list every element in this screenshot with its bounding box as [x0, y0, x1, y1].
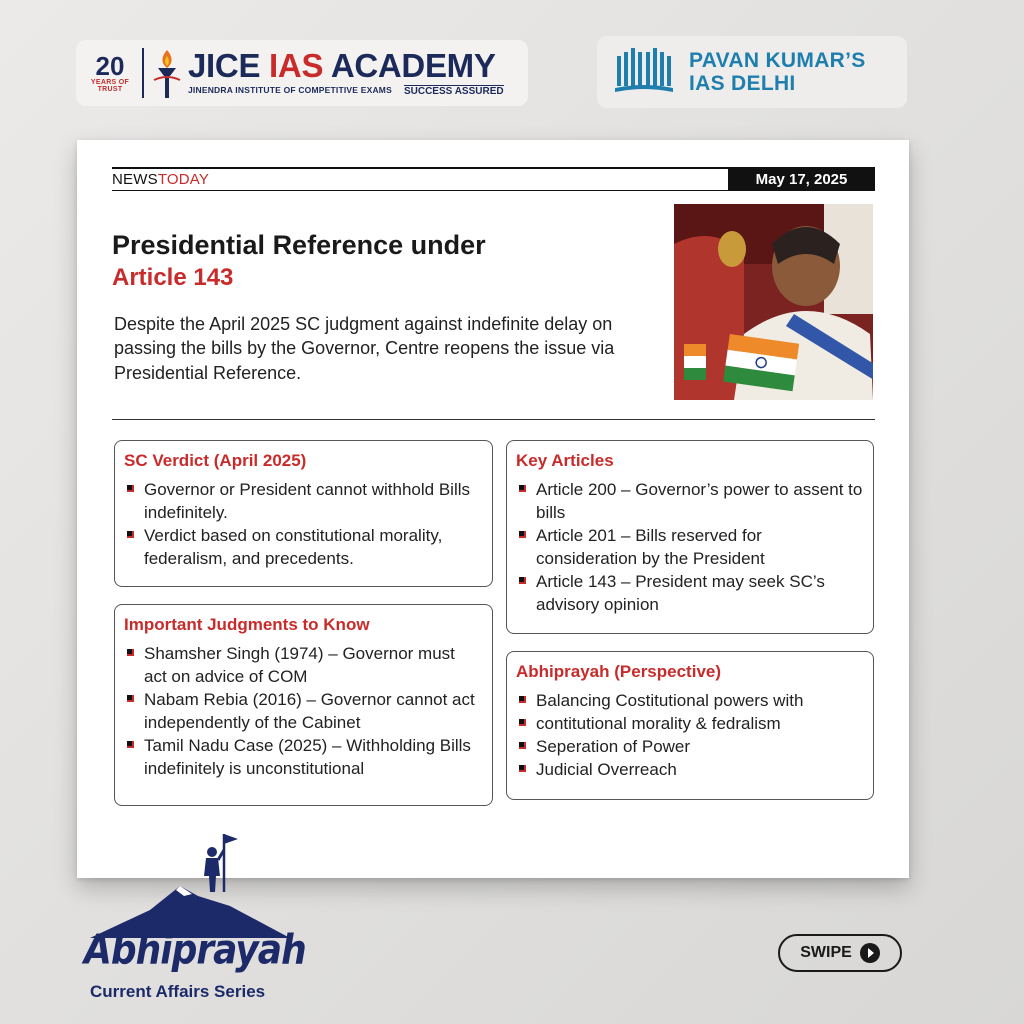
jice-tagline: SUCCESS ASSURED: [403, 86, 504, 97]
list-item: Tamil Nadu Case (2025) – Withholding Bills indefinitely is unconstitutional: [124, 734, 482, 780]
series-label: Current Affairs Series: [90, 982, 266, 1001]
pavan-logo: [597, 36, 907, 108]
box-title: Key Articles: [516, 451, 614, 470]
page-title: [112, 228, 486, 293]
box-title: SC Verdict (April 2025): [124, 451, 307, 470]
judgments-box: [114, 604, 493, 806]
torch-icon: [150, 46, 184, 100]
swipe-label: SWIPE: [800, 944, 852, 961]
list-item: Article 143 – President may seek SC’s advisory opinion: [516, 570, 863, 616]
list-item: Governor or President cannot withhold Bills indefinitely.: [124, 478, 482, 524]
key-articles-box: [506, 440, 874, 634]
pavan-line2: IAS DELHI: [689, 72, 796, 95]
list-item: Shamsher Singh (1974) – Governor must act on advice of COM: [124, 642, 482, 688]
list-item: Nabam Rebia (2016) – Governor cannot act independently of the Cabinet: [124, 688, 482, 734]
news-date: May 17, 2025: [728, 167, 875, 191]
list-item: contitutional morality & fedralism: [516, 712, 863, 735]
jice-wordmark: [188, 49, 504, 97]
book-icon: [613, 46, 675, 99]
headline-sub: Article 143: [112, 263, 234, 291]
jice-subtitle: JINENDRA INSTITUTE OF COMPETITIVE EXAMS: [188, 85, 392, 95]
sc-verdict-box: [114, 440, 493, 587]
logo-divider: [142, 48, 144, 98]
today-label: TODAY: [157, 171, 210, 188]
intro-paragraph: Despite the April 2025 SC judgment against indefinite delay on passing the bills by the Governor, Centre reopens the issue via Presidential Reference.: [114, 314, 615, 383]
pavan-line1: PAVAN KUMAR’S: [689, 48, 866, 72]
list-item: Seperation of Power: [516, 735, 863, 758]
title-academy: ACADEMY: [330, 47, 496, 84]
section-divider: [112, 419, 875, 420]
title-ias: IAS: [269, 47, 324, 84]
years-number: 20: [95, 51, 125, 81]
swipe-button[interactable]: [778, 934, 902, 972]
title-jice: JICE: [188, 47, 261, 84]
jice-logo: [76, 40, 528, 106]
abhiprayah-box: [506, 651, 874, 800]
list-item: Verdict based on constitutional morality, federalism, and precedents.: [124, 524, 482, 570]
news-card: [77, 140, 909, 878]
box-title: Abhiprayah (Perspective): [516, 662, 722, 681]
news-label: NEWS: [112, 171, 158, 188]
list-item: Article 201 – Bills reserved for consideration by the President: [516, 524, 863, 570]
list-item: Judicial Overreach: [516, 758, 863, 781]
arrow-right-icon: [860, 943, 880, 963]
list-item: Article 200 – Governor’s power to assent to bills: [516, 478, 863, 524]
years-text: YEARS OF TRUST: [90, 79, 130, 93]
headline-main: Presidential Reference under: [112, 230, 486, 260]
list-item: Balancing Costitutional powers with: [516, 689, 863, 712]
box-title: Important Judgments to Know: [124, 615, 370, 634]
years-of-trust-badge: [84, 53, 136, 93]
news-bar: [112, 167, 875, 191]
president-photo: [674, 204, 873, 400]
abhiprayah-logo: [80, 830, 310, 1010]
abhiprayah-wordmark: Abhiprayah: [84, 926, 306, 975]
